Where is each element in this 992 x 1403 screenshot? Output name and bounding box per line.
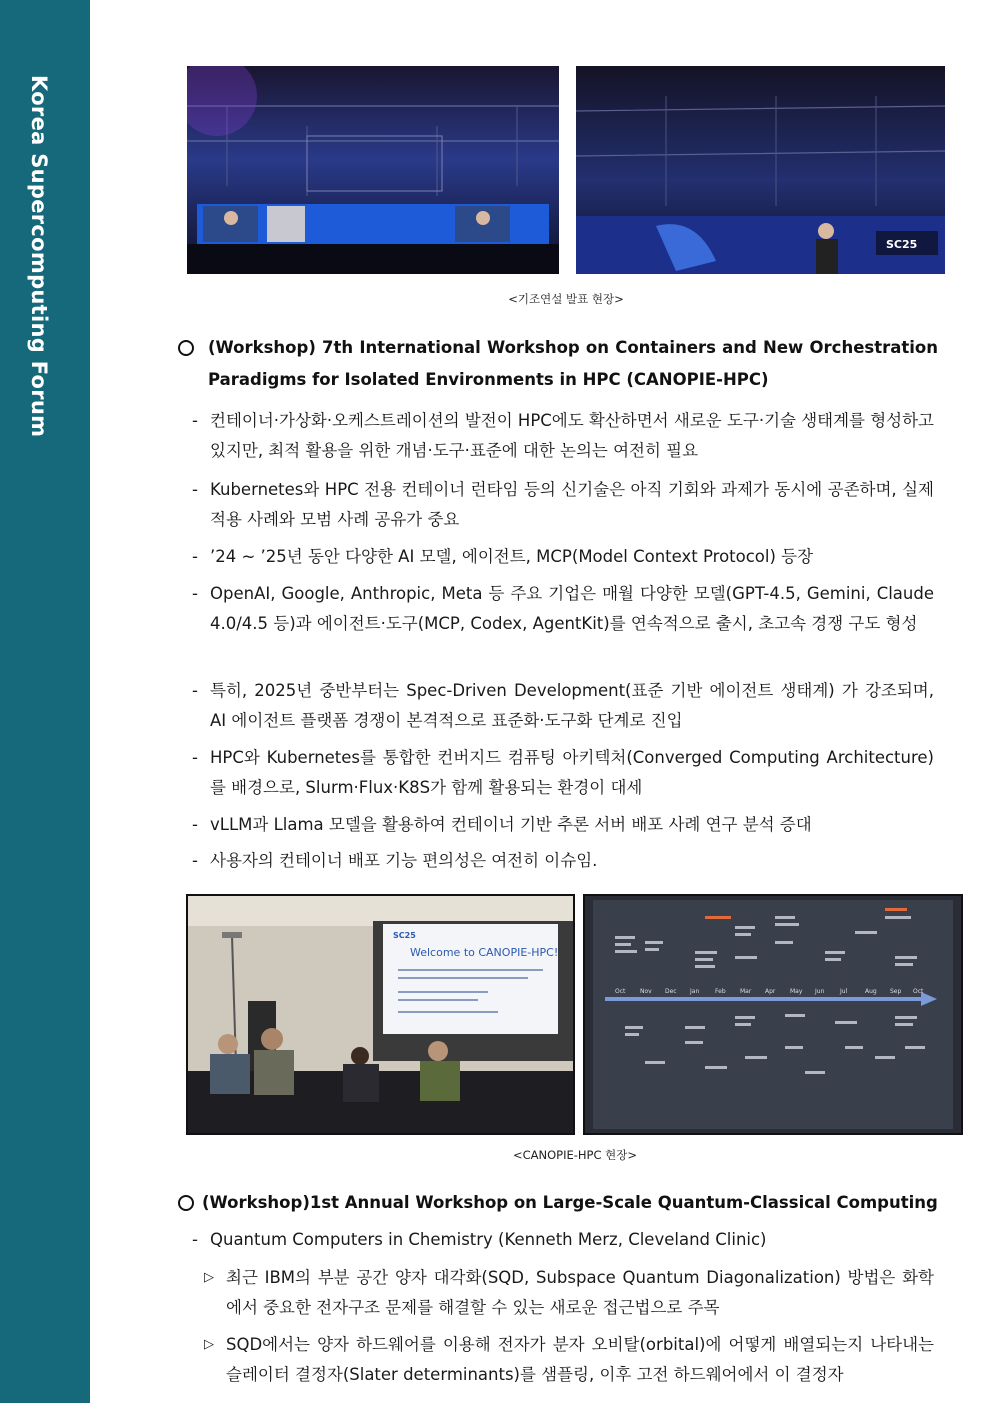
timeline-month: Jan [690, 988, 700, 995]
timeline-month: Dec [665, 988, 677, 995]
dash-marker: - [192, 748, 198, 767]
dash-marker: - [192, 547, 198, 566]
section2-heading [178, 1187, 938, 1219]
list-item [192, 579, 934, 638]
sub-item [204, 1330, 934, 1389]
dash-marker: - [192, 815, 198, 834]
keynote-photo-right [576, 66, 945, 274]
list-item-text: 컨테이너·가상화·오케스트레이션의 발전이 HPC에도 확산하면서 새로운 도구·기술 생태계를 형성하고 있지만, 최적 활용을 위한 개념·도구·표준에 대한 논의는 여전히 필요 [210, 411, 934, 460]
list-item [192, 810, 934, 840]
timeline-month: May [790, 988, 803, 995]
list-item [192, 475, 934, 534]
slide-title-text: Welcome to CANOPIE-HPC! [410, 946, 559, 959]
timeline-month: Jun [815, 988, 825, 995]
list-item-text: HPC와 Kubernetes를 통합한 컨버지드 컴퓨팅 아키텍처(Converged Computing Architecture)를 배경으로, Slurm·Flux·K8S가 함께 활용되는 환경이 대세 [210, 748, 934, 797]
keynote-photo-left [187, 66, 559, 274]
canopie-timeline-photo [583, 894, 963, 1135]
dash-marker: - [192, 411, 198, 430]
timeline-month: Mar [740, 988, 752, 995]
slide-logo-text: SC25 [393, 931, 416, 940]
dash-marker: - [192, 1230, 198, 1249]
list-item [192, 676, 934, 735]
keynote-caption: <기조연설 발표 현장> [508, 292, 624, 306]
list-item [192, 406, 934, 465]
list-item [192, 743, 934, 802]
dash-marker: - [192, 851, 198, 870]
list-item-text: Quantum Computers in Chemistry (Kenneth Merz, Cleveland Clinic) [210, 1230, 767, 1249]
timeline-month: Oct [615, 988, 626, 995]
list-item-text: ’24 ~ ’25년 동안 다양한 AI 모델, 에이전트, MCP(Model Context Protocol) 등장 [210, 547, 814, 566]
section1-heading-text: (Workshop) 7th International Workshop on Containers and New Orchestration Paradigms for Isolated Environments in HPC (CANOPIE-HPC) [208, 338, 938, 389]
timeline-month: Sep [890, 988, 902, 995]
sub-item-text: 최근 IBM의 부분 공간 양자 대각화(SQD, Subspace Quantum Diagonalization) 방법은 화학에서 중요한 전자구조 문제를 해결할 수 있는 새로운 접근법으로 주목 [226, 1268, 934, 1317]
section1-heading [178, 332, 938, 396]
timeline-month: Nov [640, 988, 652, 995]
dash-marker: - [192, 480, 198, 499]
section2-heading-text: (Workshop)1st Annual Workshop on Large-Scale Quantum-Classical Computing [202, 1193, 938, 1212]
canopie-caption: <CANOPIE-HPC 현장> [512, 1148, 638, 1162]
list-item-text: 특히, 2025년 중반부터는 Spec-Driven Development(표준 기반 에이전트 생태계) 가 강조되며, AI 에이전트 플랫폼 경쟁이 본격적으로 표준화·도구화 단계로 진입 [210, 681, 934, 730]
timeline-month: Oct [913, 988, 924, 995]
triangle-bullet-icon: ▷ [204, 1337, 214, 1352]
circle-bullet-icon [178, 340, 194, 356]
timeline-month: Feb [715, 988, 726, 995]
list-item-text: OpenAI, Google, Anthropic, Meta 등 주요 기업은 매월 다양한 모델(GPT-4.5, Gemini, Claude 4.0/4.5 등)과 에이전트·도구(MCP, Codex, AgentKit)를 연속적으로 출시, 초고속 경쟁 구도 형성 [210, 584, 934, 633]
dash-marker: - [192, 584, 198, 603]
list-item [192, 542, 934, 572]
list-item-text: 사용자의 컨테이너 배포 기능 편의성은 여전히 이슈임. [210, 851, 598, 870]
timeline-month: Jul [840, 988, 848, 995]
list-item [192, 1225, 934, 1255]
list-item [192, 846, 934, 876]
sidebar-band [0, 0, 90, 1403]
sub-item [204, 1263, 934, 1322]
sub-item-text: SQD에서는 양자 하드웨어를 이용해 전자가 분자 오비탈(orbital)에 어떻게 배열되는지 나타내는 슬레이터 결정자(Slater determinants)를 샘플링, 이후 고전 하드웨어에서 이 결정자 [226, 1335, 934, 1384]
circle-bullet-icon [178, 1195, 194, 1211]
sidebar-title: Korea Supercomputing Forum [27, 75, 51, 438]
dash-marker: - [192, 681, 198, 700]
sc25-badge-text: SC25 [886, 238, 918, 251]
triangle-bullet-icon: ▷ [204, 1270, 214, 1285]
timeline-month: Apr [765, 988, 776, 995]
list-item-text: Kubernetes와 HPC 전용 컨테이너 런타임 등의 신기술은 아직 기회와 과제가 동시에 공존하며, 실제 적용 사례와 모범 사례 공유가 중요 [210, 480, 934, 529]
list-item-text: vLLM과 Llama 모델을 활용하여 컨테이너 기반 추론 서버 배포 사례 연구 분석 증대 [210, 815, 812, 834]
timeline-month: Aug [865, 988, 877, 995]
canopie-room-photo [186, 894, 575, 1135]
